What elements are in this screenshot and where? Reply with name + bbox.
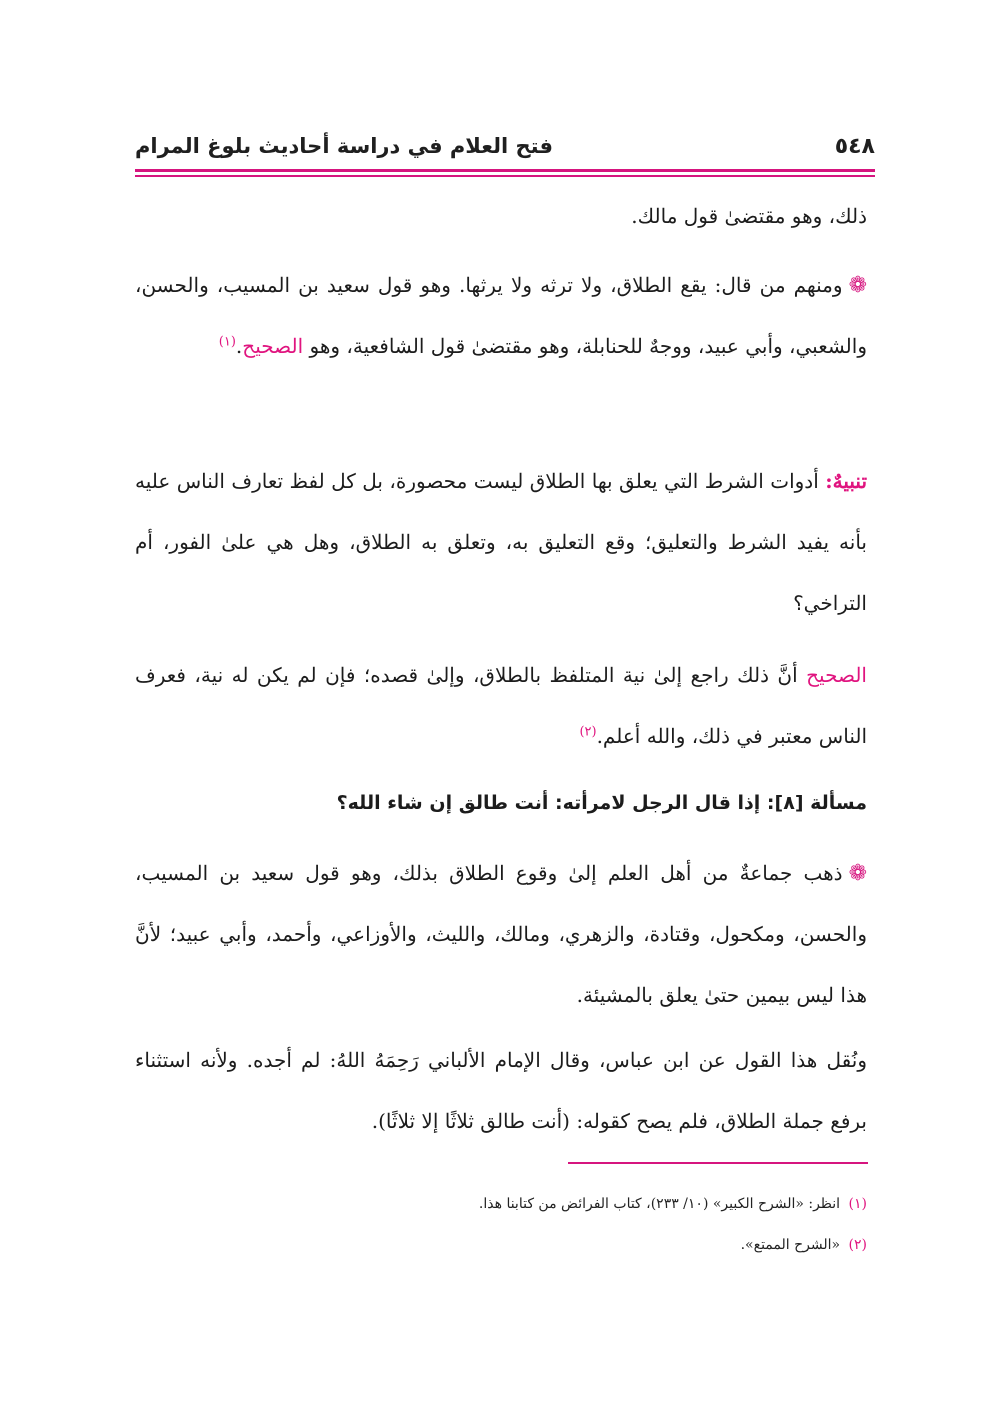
paragraph-text: أدوات الشرط التي يعلق بها الطلاق ليست محصورة، بل كل لفظ تعارف الناس عليه بأنه يفيد الشرط والتعليق؛ وقع التعليق به، وتعلق به الطلاق، وهل هي علىٰ الفور، أم التراخي؟ <box>135 469 867 615</box>
page-header <box>135 128 875 164</box>
footnote-text: «الشرح الممتع». <box>740 1237 841 1253</box>
footnote-ref-1[interactable]: (١) <box>218 334 236 350</box>
issue-heading <box>135 792 867 814</box>
paragraph-text: ونُقل هذا القول عن ابن عباس، وقال الإمام الألباني رَحِمَهُ اللهُ: لم أجده. ولأنه استثناء برفع جملة الطلاق، فلم يصح كقوله: (أنت طالق ثلاثًا إلا ثلاثًا). <box>135 1048 867 1133</box>
paragraph-text: ومنهم من قال: يقع الطلاق، ولا ترثه ولا يرثها. وهو قول سعيد بن المسيب، والحسن، والشعبي، وأبي عبيد، ووجهٌ للحنابلة، وهو مقتضىٰ قول الشافعية، وهو <box>135 273 867 358</box>
book-title: فتح العلام في دراسة أحاديث بلوغ المرام <box>135 134 553 158</box>
flower-icon: ❁ <box>848 861 867 886</box>
header-rule-thick <box>135 169 875 172</box>
sentence-end: . <box>235 334 243 358</box>
flower-icon: ❁ <box>848 273 867 298</box>
footnote-2 <box>135 1237 867 1253</box>
header-rule-thin <box>135 175 875 177</box>
highlight-sahih: الصحيح <box>242 334 304 358</box>
footnote-text: انظر: «الشرح الكبير» (١٠/ ٢٣٣)، كتاب الفرائض من كتابنا هذا. <box>478 1196 841 1212</box>
footnote-separator <box>568 1162 868 1164</box>
paragraph-text: ذهب جماعةٌ من أهل العلم إلىٰ وقوع الطلاق بذلك، وهو قول سعيد بن المسيب، والحسن، ومكحول، وقتادة، والزهري، ومالك، والليث، والأوزاعي، وأحمد، وأبي عبيد؛ لأنَّ هذا ليس بيمين حتىٰ يعلق بالمشيئة. <box>135 861 867 1007</box>
paragraph-opinion-two <box>135 255 867 377</box>
paragraph-first-opinion <box>135 843 867 1026</box>
footnote-1 <box>135 1196 867 1212</box>
paragraph-sahih <box>135 645 867 767</box>
note-label: تنبيهٌ: <box>825 469 868 493</box>
footnote-ref-2[interactable]: (٢) <box>579 724 597 740</box>
issue-title: إذا قال الرجل لامرأته: أنت طالق إن شاء الله؟ <box>336 792 761 814</box>
paragraph-text: ذلك، وهو مقتضىٰ قول مالك. <box>631 204 867 228</box>
issue-label: مسألة [٨]: <box>766 792 867 814</box>
highlight-sahih: الصحيح <box>806 663 867 687</box>
paragraph-transmission <box>135 1030 867 1152</box>
footnote-number: (٢) <box>848 1237 867 1253</box>
paragraph-text: أنَّ ذلك راجع إلىٰ نية المتلفظ بالطلاق، وإلىٰ قصده؛ فإن لم يكن له نية، فعرف الناس معتبر في ذلك، والله أعلم. <box>135 663 867 748</box>
footnote-number: (١) <box>848 1196 867 1212</box>
page-number: ٥٤٨ <box>834 133 875 159</box>
paragraph-continuation <box>135 186 867 247</box>
paragraph-note <box>135 451 867 634</box>
